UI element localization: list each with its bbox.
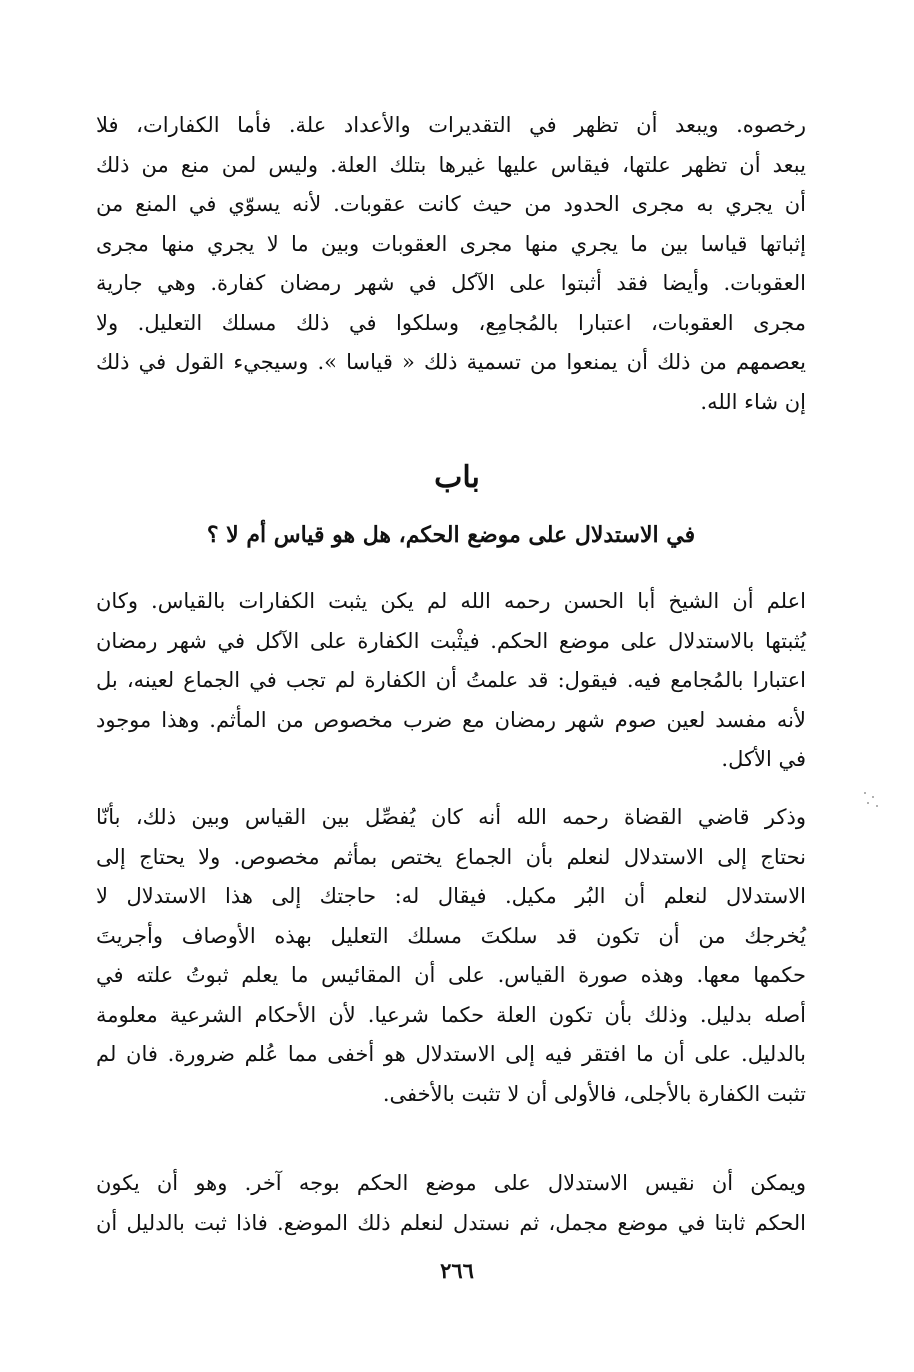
- text-line: وذكر قاضي القضاة رحمه الله أنه كان يُفصِّل بين القياس وبين ذلك، بأنّا: [96, 805, 806, 829]
- text-line: تثبت الكفارة بالأجلى، فالأولى أن لا تثبت بالأخفى.: [382, 1081, 806, 1106]
- text-line: يبعد أن تظهر علتها، فيقاس عليها غيرها بتلك العلة. وليس لمن منع من ذلك: [96, 152, 806, 177]
- text-line: حكمها معها. وهذه صورة القياس. على أن المقائيس ما يعلم ثبوتُ علته في: [96, 963, 806, 987]
- text-line: الاستدلال لنعلم أن البُر مكيل. فيقال له: حاجتك إلى هذا الاستدلال لا: [96, 884, 806, 908]
- text-line: الحكم ثابتا في موضع مجمل، ثم نستدل لنعلم ذلك الموضع. فاذا ثبت بالدليل أن: [96, 1210, 806, 1235]
- text-line: بالدليل. على أن ما افتقر فيه إلى الاستدلال هو أخفى مما عُلم ضرورة. فان لم: [96, 1042, 806, 1066]
- text-line: رخصوه. ويبعد أن تظهر في التقديرات والأعداد علة. فأما الكفارات، فلا: [96, 113, 806, 137]
- text-line: إن شاء الله.: [700, 389, 806, 414]
- text-line: ويمكن أن نقيس الاستدلال على موضع الحكم بوجه آخر. وهو أن يكون: [96, 1171, 806, 1195]
- text-line: يُثبتها بالاستدلال على موضع الحكم. فيثْبت الكفارة على الآكل في شهر رمضان: [96, 628, 806, 653]
- margin-marks: [862, 790, 882, 810]
- text-line: إثباتها قياسا بين ما يجري منها مجرى العقوبات وبين ما لا يجري منها مجرى: [96, 231, 806, 256]
- continued-paragraph: [96, 106, 806, 422]
- paragraph-3: [96, 1164, 806, 1243]
- text-line: يعصمهم من ذلك أن يمنعوا من تسمية ذلك « قياسا ». وسيجيء القول في ذلك: [96, 350, 807, 374]
- chapter-title: باب: [434, 460, 480, 495]
- text-line: لأنه مفسد لعين صوم شهر رمضان مع ضرب مخصوص من المأثم. وهذا موجود: [96, 707, 806, 732]
- text-line: العقوبات. وأيضا فقد أثبتوا على الآكل في شهر رمضان كفارة. وهي جارية: [96, 271, 806, 295]
- page-number: ٢٦٦: [440, 1258, 474, 1283]
- text-line: اعتبارا بالمُجامع فيه. فيقول: قد علمتُ أن الكفارة لم تجب في الجماع لعينه، بل: [96, 668, 806, 692]
- text-line: يُخرجك من أن تكون قد سلكتَ مسلك التعليل بهذه الأوصاف وأجريتَ: [96, 923, 806, 948]
- text-line: أصله بدليل. وذلك بأن تكون العلة حكما شرعيا. لأن الأحكام الشرعية معلومة: [96, 1002, 806, 1027]
- chapter-subtitle: في الاستدلال على موضع الحكم، هل هو قياس أم لا ؟: [206, 522, 696, 548]
- text-line: أن يجري به مجرى الحدود من حيث كانت عقوبات. لأنه يسوّي في المنع من: [96, 192, 806, 216]
- paragraph-2: [96, 798, 806, 1114]
- text-line: اعلم أن الشيخ أبا الحسن رحمه الله لم يكن يثبت الكفارات بالقياس. وكان: [96, 589, 806, 613]
- text-line: في الأكل.: [721, 747, 806, 771]
- paragraph-1: [96, 582, 806, 780]
- text-line: مجرى العقوبات، اعتبارا بالمُجامِع، وسلكوا في ذلك مسلك التعليل. ولا: [96, 310, 806, 335]
- text-line: نحتاج إلى الاستدلال لنعلم بأن الجماع يختص بمأثم مخصوص. ولا يحتاج إلى: [96, 844, 806, 869]
